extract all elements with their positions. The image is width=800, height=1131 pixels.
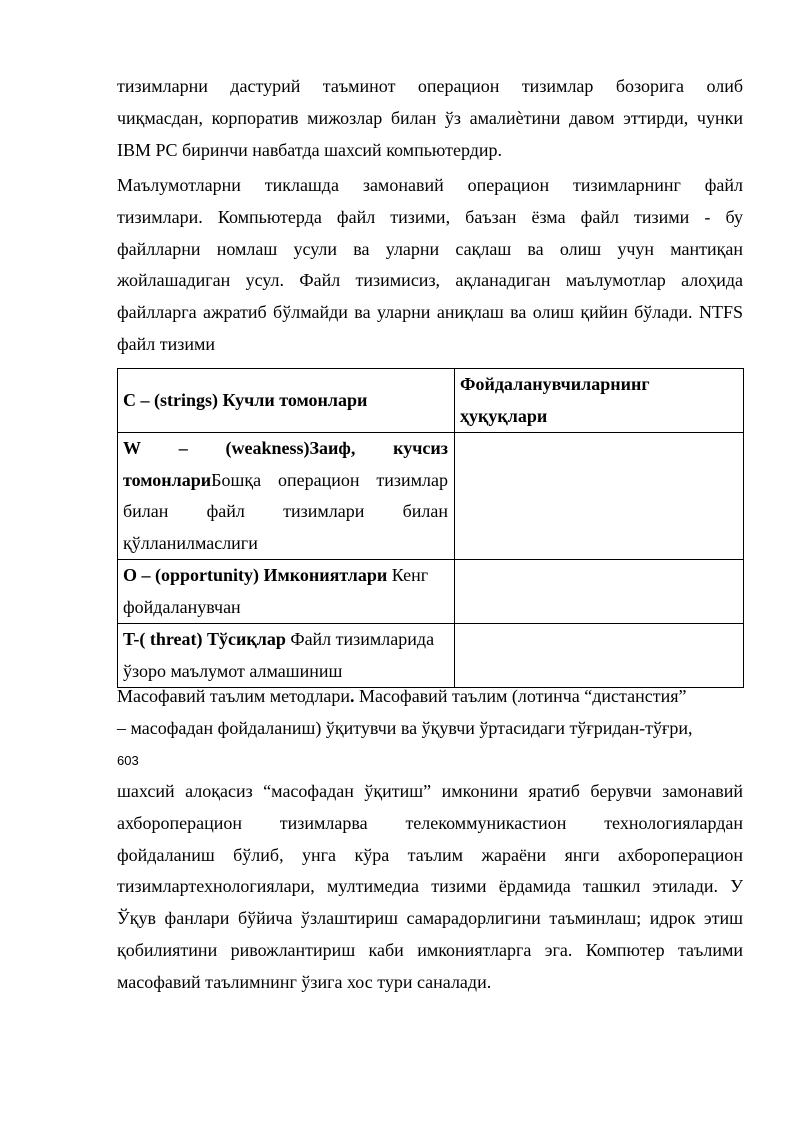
text-line: Маълумотларни тиклашда замонавий операцион тизимларнинг файл	[117, 175, 743, 195]
table-row	[118, 369, 744, 433]
paragraph-distance-learning	[117, 681, 743, 745]
user-rights-heading-line1: Фойдаланувчиларнинг	[460, 374, 650, 394]
weakness-dash: –	[178, 438, 188, 458]
user-rights-heading-line2: ҳуқуқлари	[460, 405, 548, 426]
text-line: шахсий алоқасиз “масофадан ўқитиш” имконини яратиб берувчи замонавий	[117, 781, 743, 801]
table-cell-empty	[455, 433, 744, 560]
text-line: тизимлари. Компьютерда файл тизими, баъзан ёзма файл тизими - бу	[117, 206, 743, 227]
table-cell-empty	[455, 560, 744, 624]
threat-label: T-( threat) Тўсиқлар	[123, 629, 286, 649]
table-row	[118, 433, 744, 560]
distance-learning-title: Масофавий таълим методлари	[117, 686, 351, 706]
text-line: – масофадан фойдаланиш) ўқитувчи ва ўқувчи ўртасидаги тўғридан-тўғри,	[117, 717, 693, 738]
strengths-heading: C – (strings) Кучли томонлари	[123, 389, 368, 410]
weakness-line3: билан файл тизимлари билан	[123, 501, 448, 521]
threat-line1	[123, 624, 448, 656]
weakness-label-w: W	[123, 438, 141, 458]
table-cell-threats	[118, 624, 455, 688]
text-line: файлларга ажратиб бўлмайди ва уларни аниқлаш ва олиш қийин бўлади. NTFS	[117, 302, 743, 323]
table-row	[118, 624, 744, 688]
text-line: Ўқув фанлари бўйича ўзлаштириш самарадорлигини таъминлаш; идрок этиш	[117, 908, 743, 929]
text-line: тизимларни дастурий таъминот операцион тизимлар бозорига олиб	[117, 76, 743, 96]
weakness-text: Бошқа операцион тизимлар	[211, 469, 448, 490]
threat-line2: ўзоро маълумот алмашиниш	[123, 660, 343, 681]
table-cell-opportunities	[118, 560, 455, 624]
weakness-label-end: томонлари	[123, 469, 212, 490]
paragraph-3	[117, 776, 743, 999]
text-line: тизимлартехнологиялари, мултимедиа тизими ёрдамида ташкил этилади. У	[117, 876, 743, 897]
title-dot: .	[350, 686, 355, 706]
text-line: файлларни номлаш усули ва уларни сақлаш ва олиш учун мантиқан	[117, 238, 743, 259]
table-cell-empty	[455, 624, 744, 688]
swot-table	[117, 368, 744, 688]
weakness-line2	[123, 465, 448, 497]
table-row	[118, 560, 744, 624]
table-cell-weaknesses	[118, 433, 455, 560]
opportunity-text: Кенг	[387, 565, 429, 585]
text-line: IBM PC биринчи навбатда шахсий компьютердир.	[117, 139, 503, 160]
weakness-label-text: (weakness)Заиф,	[225, 438, 356, 458]
text-line: масофавий таълимнинг ўзига хос тури саналади.	[117, 971, 492, 992]
text-line: қобилиятини ривожлантириш каби имкониятларга эга. Компютер таълими	[117, 939, 743, 960]
table-cell-strengths	[118, 369, 455, 433]
opportunity-label: O – (opportunity) Имкониятлари	[123, 565, 388, 585]
weakness-line1	[123, 433, 448, 465]
threat-text: Файл тизимларида	[285, 629, 435, 649]
table-cell-user-rights	[455, 369, 744, 433]
text-line: чиқмасдан, корпоратив мижозлар билан ўз амалиѐтини давом эттирди, чунки	[117, 107, 743, 128]
text-line: жойлашадиган усул. Файл тизимисиз, ақланадиган маълумотлар алоҳида	[117, 270, 743, 291]
weakness-line4: қўлланилмаслиги	[123, 532, 258, 553]
opportunity-line2: фойдаланувчан	[123, 596, 241, 617]
text-line: файл тизими	[117, 333, 216, 354]
paragraph-2	[117, 170, 743, 361]
distance-learning-text: Масофавий таълим (лотинча “дистанстия”	[354, 686, 687, 706]
weakness-label-text2: кучсиз	[393, 438, 448, 458]
paragraph-1	[117, 71, 743, 166]
text-line	[117, 681, 743, 713]
text-line: фойдаланиш бўлиб, унга кўра таълим жараёни янги ахбороперацион	[117, 844, 743, 865]
opportunity-line1	[123, 560, 448, 592]
text-line: ахбороперацион тизимларва телекоммуникастион технологиялардан	[117, 812, 743, 833]
page-number: 603	[117, 753, 139, 768]
